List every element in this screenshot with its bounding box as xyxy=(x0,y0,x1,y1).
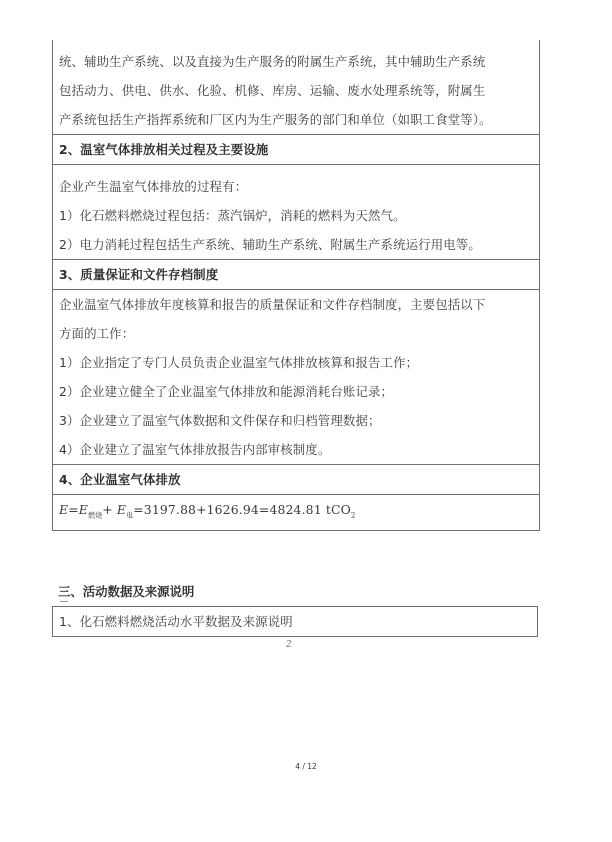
section3-title: 3、质量保证和文件存档制度 xyxy=(59,267,219,282)
formula-term2-sub: 电 xyxy=(126,511,134,520)
intro-line-3: 产系统包括生产指挥系统和厂区内为生产服务的部门和单位（如职工食堂等）。 xyxy=(59,112,492,127)
section2-line-3: 2）电力消耗过程包括生产系统、辅助生产系统、附属生产系统运行用电等。 xyxy=(59,237,481,252)
section3-line-2: 方面的工作： xyxy=(59,326,135,341)
section3-line-4: 2）企业建立健全了企业温室气体排放和能源消耗台账记录； xyxy=(59,384,394,399)
formula-term2: E xyxy=(116,502,127,517)
section3-line-3: 1）企业指定了专门人员负责企业温室气体排放核算和报告工作； xyxy=(59,355,419,370)
section3-heading-cell xyxy=(53,260,539,290)
section2-title: 2、温室气体排放相关过程及主要设施 xyxy=(59,142,269,157)
section4-heading-cell xyxy=(53,465,539,495)
section4-formula-cell xyxy=(53,495,539,531)
section3-line-6: 4）企业建立了温室气体排放报告内部审核制度。 xyxy=(59,442,331,457)
section-three-title: 三、活动数据及来源说明 xyxy=(58,584,195,599)
formula-equals: = xyxy=(68,502,79,517)
section2-heading-cell xyxy=(53,135,539,165)
formula-term1-sub: 燃烧 xyxy=(87,511,103,520)
section4-title: 4、企业温室气体排放 xyxy=(59,472,181,487)
section2-body-cell xyxy=(53,165,539,260)
formula-term1: E xyxy=(78,502,88,517)
formula-result: =3197.88+1626.94=4824.81 tCO xyxy=(133,502,351,517)
intro-line-2: 包括动力、供电、供水、化验、机修、库房、运输、废水处理系统等，附属生 xyxy=(59,83,486,98)
subsection1-title: 1、化石燃料燃烧活动水平数据及来源说明 xyxy=(59,614,293,629)
content-table xyxy=(52,40,540,531)
section2-line-2: 1）化石燃料燃烧过程包括：蒸汽锅炉，消耗的燃料为天然气。 xyxy=(59,208,406,223)
section3-line-1: 企业温室气体排放年度核算和报告的质量保证和文件存档制度，主要包括以下 xyxy=(59,297,486,312)
section3-line-5: 3）企业建立了温室气体数据和文件保存和归档管理数据； xyxy=(59,413,381,428)
formula-plus: + xyxy=(102,502,113,517)
scan-mark xyxy=(60,601,68,602)
section3-body-cell xyxy=(53,290,539,465)
formula-result-sub: 2 xyxy=(350,511,356,520)
section2-line-1: 企业产生温室气体排放的过程有： xyxy=(59,179,248,194)
emission-formula xyxy=(53,495,539,530)
stray-mark: 2 xyxy=(286,640,292,650)
subsection-box xyxy=(52,606,538,637)
page-number: 4 / 12 xyxy=(295,762,317,771)
formula-lhs: E xyxy=(59,502,69,517)
intro-line-1: 统、辅助生产系统、以及直接为生产服务的附属生产系统，其中辅助生产系统 xyxy=(59,54,486,69)
intro-cell xyxy=(53,40,539,135)
